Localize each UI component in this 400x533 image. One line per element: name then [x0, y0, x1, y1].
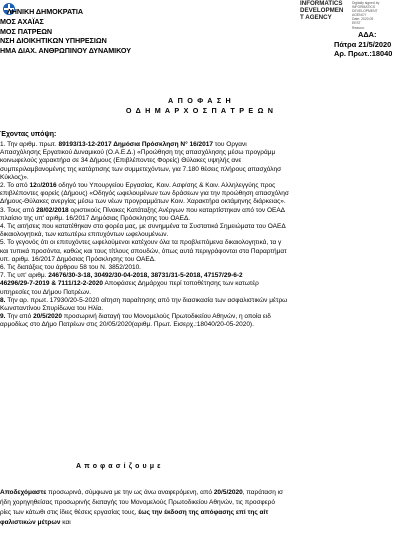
consideration-line: [0, 231, 400, 239]
text-run: ρίες των κάτωθι στις ίδιες θέσεις εργασίας τους,: [0, 509, 139, 516]
decision-line: [0, 518, 400, 528]
text-run: και: [60, 519, 71, 526]
text-run: Κύκλος)».: [0, 173, 29, 181]
signature-detail: Reason:: [352, 25, 365, 30]
text-run: προσωρινή διαταγή του Μονομελούς Πρωτοδικείου Αθηνών, η οποία ειδ: [62, 313, 271, 321]
consideration-line: [0, 280, 400, 288]
issuing-authority: [0, 7, 131, 56]
bold-text: έως την έκδοση της απόφασης επί της αίτ: [138, 509, 269, 516]
bold-text: 12: [29, 182, 37, 190]
signature-detail: INFORMATICS: [352, 5, 376, 10]
text-run: του Οργανι: [213, 141, 247, 148]
consideration-line: [0, 190, 400, 198]
text-run: προσωρινά, σύμφωνα με την ως άνω αναφερόμενη, από: [46, 489, 214, 496]
authority-line: ΝΣΗ ΔΙΟΙΚΗΤΙΚΩΝ ΥΠΗΡΕΣΙΩΝ: [0, 36, 107, 46]
text-run: συμπεριλαμβανομένης της κατάρτισης των συμμετεχόντων, για 7.180 θέσεις πλήρους απασχόλησ: [0, 165, 282, 173]
text-run: Την αριθμ. πρωτ.: [7, 141, 59, 148]
decision-line: [0, 488, 400, 498]
text-run: Την από: [7, 313, 34, 321]
text-run: οδηγό του Υπουργείου Εργασίας, Κοιν. Ασφ/σης & Κοιν. Αλληλεγγύης προς: [56, 182, 276, 190]
signature-detail: DEVELOPMENT: [352, 9, 378, 14]
text-run: 1.: [0, 141, 8, 148]
consideration-line: [0, 313, 400, 321]
consideration-line: [0, 305, 400, 313]
consideration-line: [0, 166, 400, 174]
document-subtitle: Ο Δ Η Μ Α Ρ Χ Ο Σ Π Α Τ Ρ Ε Ω Ν: [125, 106, 275, 115]
text-run: , παράταση ισ: [242, 489, 284, 496]
considerations-heading: Έχοντας υπόψη:: [0, 131, 57, 138]
bold-text: φαλιστικών μέτρων: [0, 519, 61, 526]
consideration-line: [0, 256, 400, 264]
text-run: υπ. αριθμ. 16/2017 Δημόσιας Πρόσκλησης του ΟΑΕΔ.: [0, 255, 156, 263]
consideration-line: [0, 297, 400, 305]
text-run: υπηρεσίες του Δήμου Πατρέων.: [0, 288, 92, 296]
signature-detail: Digitally signed by: [352, 1, 380, 5]
consideration-line: [0, 207, 400, 215]
ada-label: ΑΔΑ:: [358, 30, 377, 39]
consideration-line: [0, 182, 400, 190]
document-date: Πάτρα 21/5/2020: [334, 39, 392, 49]
text-run: Αποφάσεις Δημάρχου περί τοποθέτησης των κατωτέρ: [103, 280, 259, 288]
text-run: επιβλέποντες φορείς (Δήμους) «Οδηγός ωφελουμένων των δράσεων για την προώθηση απασχόλησ: [0, 190, 289, 198]
text-run: και τυπικά προσόντα, καθώς και τους τίτλους σπουδών, όπως αυτά περιγράφονται στα Παραρτήματ: [0, 247, 287, 255]
consideration-line: [0, 272, 400, 280]
consideration-line: [0, 264, 400, 272]
consideration-line: [0, 239, 400, 247]
consideration-line: [0, 141, 400, 149]
signature-detail: AGENCY: [352, 13, 367, 18]
considerations-list: [0, 141, 400, 330]
text-run: δικαιολογητικά, των κατωτέρω επιτυχόντων ωφελουμένων.: [0, 231, 169, 239]
consideration-line: [0, 149, 400, 157]
text-run: Την αρ. πρωτ. 17930/20-5-2020 αίτηση παραίτησης από την διασικασία των ασφαλιστικών μέτρω: [7, 296, 288, 304]
signature-line: T AGENCY: [300, 14, 332, 22]
bold-text: 46296/29-7-2019 & 7111/12-2-2020: [0, 280, 104, 288]
consideration-line: [0, 157, 400, 165]
authority-line: ΜΟΣ ΑΧΑΪΑΣ: [0, 16, 44, 26]
consideration-line: [0, 248, 400, 256]
document-meta: [334, 30, 392, 59]
text-run: 3. Τους από: [0, 206, 37, 214]
text-run: κοινωφελούς χαρακτήρα σε 34 Δήμους (Επιβλέποντες Φορείς) Θύλακες υψηλής ανε: [0, 157, 242, 165]
text-run: 2. Το από: [0, 182, 30, 190]
text-run: Δήμους-Θύλακες ανεργίας μέσω των νέων προγραμμάτων Κοιν. Χαρακτήρα οκτάμηνης διάρκειας».: [0, 198, 286, 206]
consideration-line: [0, 289, 400, 297]
consideration-line: [0, 223, 400, 231]
text-run: πλαίσιο της υπ' αριθμ. 16/2017 Δημόσιας Πρόσκλησης του ΟΑΕΔ.: [0, 214, 191, 222]
consideration-line: [0, 174, 400, 182]
bold-text: /2016: [40, 182, 57, 190]
signature-line: DEVELOPMEN: [300, 7, 344, 15]
signature-detail: Date: 2020.05: [352, 17, 374, 22]
bold-text: Αποδεχόμαστε: [0, 489, 47, 496]
text-run: 6. Τις διατάξεις του άρθρου 58 του Ν. 3852/2010.: [0, 264, 141, 272]
text-run: οριστικούς Πίνακες Κατάταξης Ανέργων που καταρτίστηκαν από τον ΟΕΑΔ: [68, 206, 286, 214]
text-run: αρμοδίως στο Δήμο Πατρέων στις 20/05/2020(αριθμ. Πρωτ. Εισερχ.:18040/20-05-2020).: [0, 321, 254, 329]
text-run: 4. Τις αιτήσεις που κατατέθηκαν στο φορέα μας, με συνημμένα τα Συστατικά Σημειώματα του ΟΑΕΔ: [0, 223, 286, 231]
text-run: 7. Τις υπ' αριθμ.: [0, 272, 49, 280]
decision-line: [0, 498, 400, 508]
bold-text: 28/02/2018: [36, 206, 69, 214]
bold-text: 20/5/2020: [213, 489, 243, 496]
text-run: ο: [36, 182, 41, 190]
decision-heading: Α π ο φ α σ ί ζ ο υ μ ε: [76, 463, 162, 470]
authority-line: ΗΜΑ ΔΙΑΧ. ΑΝΘΡΩΠΙΝΟΥ ΔΥΝΑΜΙΚΟΥ: [0, 46, 132, 56]
decision-line: [0, 508, 400, 518]
digital-signature-stamp: [296, 0, 400, 28]
text-run: Απασχόλησης Εργατικού Δυναμικού (Ο.Α.Ε.Δ.) «Προώθηση της απασχόλησης μέσω προγράμμ: [0, 149, 276, 157]
text-run: 5. Το γεγονός ότι οι επιτυχόντες ωφελούμενοι κατέχουν όλα τα προβλεπόμενα δικαιολογητικά, τα γ: [0, 239, 282, 247]
signature-detail: EEST: [352, 21, 361, 26]
bold-text: 20/5/2020: [33, 313, 62, 321]
bold-text: 89193/13-12-2017 Δημόσια Πρόσκληση Ν° 16/2017: [58, 141, 213, 148]
consideration-line: [0, 215, 400, 223]
protocol-number: Αρ. Πρωτ.:18040: [334, 49, 393, 59]
text-run: ήδη χορηγηθείσας προσωρινής διαταγής του Μονομελούς Πρωτοδικείου Αθηνών, τις προσφερό: [0, 499, 275, 506]
authority-line: ΛΗΝΙΚΗ ΔΗΜΟΚΡΑΤΙΑ: [7, 7, 83, 16]
signature-line: INFORMATICS: [300, 0, 343, 7]
document-title: Α Π Ο Φ Α Σ Η: [168, 96, 232, 105]
bold-text: 24676/30-3-18, 30492/30-04-2018, 38731/31-5-2018, 47157/29-6-2: [48, 272, 243, 280]
consideration-line: [0, 321, 400, 329]
authority-line: ΜΟΣ ΠΑΤΡΕΩΝ: [0, 26, 53, 36]
bold-text: 9.: [0, 313, 8, 321]
bold-text: 8.: [0, 296, 8, 304]
consideration-line: [0, 198, 400, 206]
text-run: Κωνσταντίνου Σπυρίδωνα του Ηλία.: [0, 305, 104, 313]
decision-text: [0, 488, 400, 528]
